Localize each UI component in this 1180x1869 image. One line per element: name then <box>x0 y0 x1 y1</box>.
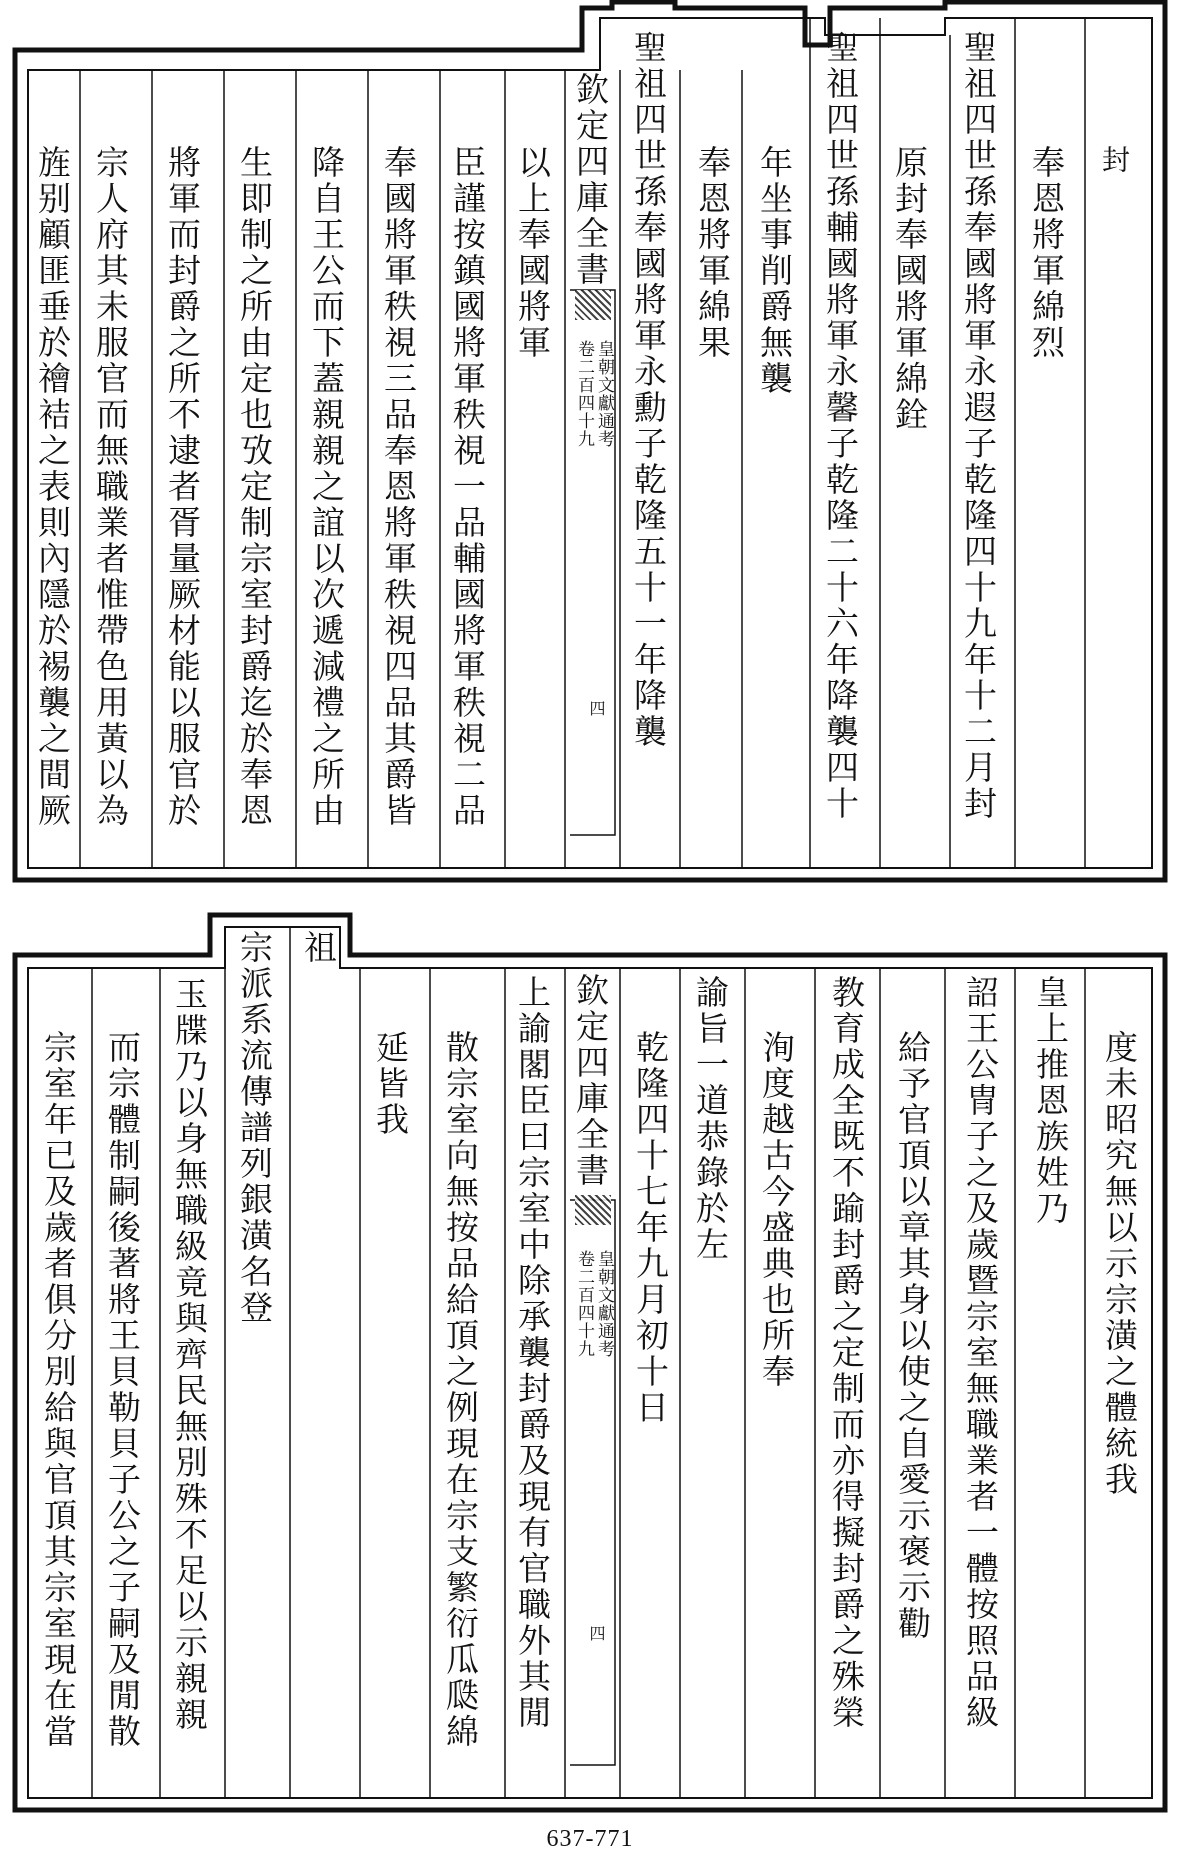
column-text: 將軍而封爵之所不逮者胥量厥材能以服官於 <box>163 145 202 829</box>
column-text: 臣謹按鎮國將軍秩視一品輔國將軍秩視二品 <box>448 145 487 829</box>
column-text: 宗派系流傳譜列銀潢名登 <box>235 930 274 1326</box>
column-text: 聖祖四世孫奉國將軍永遐子乾隆四十九年十二月封 <box>959 30 998 822</box>
column-text: 年坐事削爵無襲 <box>755 145 794 397</box>
column-text: 奉恩將軍綿果 <box>693 145 732 361</box>
column-text: 聖祖四世孫奉國將軍永勳子乾隆五十一年降襲 <box>629 30 668 750</box>
book-title: 欽定四庫全書 <box>571 72 610 288</box>
column-text: 旌别顧匪垂於禬袺之表則內隱於裼襲之間厥 <box>33 145 72 829</box>
column-text: 諭旨一道恭錄於左 <box>691 975 730 1263</box>
column-text: 宗人府其未服官而無職業者惟帶色用黃以為 <box>91 145 130 829</box>
seal-mark <box>575 290 611 320</box>
folio-number: 四 <box>587 700 606 716</box>
column-text: 聖祖四世孫輔國將軍永馨子乾隆二十六年降襲四十 <box>821 30 860 822</box>
column-text: 封 <box>1098 145 1131 176</box>
page-number: 637-771 <box>546 1826 634 1852</box>
bottom-page <box>0 905 1180 1820</box>
column-text: 詔王公冑子之及歲暨宗室無職業者一體按照品級 <box>961 975 1000 1731</box>
column-text: 洵度越古今盛典也所奉 <box>757 1030 796 1390</box>
column-text: 原封奉國將軍綿銓 <box>890 145 929 433</box>
column-text: 奉恩將軍綿烈 <box>1027 145 1066 361</box>
column-text: 降自王公而下蓋親親之誼以次遞減禮之所由 <box>307 145 346 829</box>
side-volume: 卷二百四十九 <box>574 340 594 448</box>
column-text: 祖 <box>299 930 338 966</box>
column-text: 教育成全既不踰封爵之定制而亦得擬封爵之殊榮 <box>827 975 866 1731</box>
side-note: 皇朝文獻通考 <box>594 1250 614 1358</box>
side-note: 皇朝文獻通考 <box>594 340 614 448</box>
column-text: 而宗體制嗣後著將王貝勒貝子公之子嗣及閒散 <box>103 1030 142 1750</box>
column-text: 以上奉國將軍 <box>513 145 552 361</box>
column-text: 延皆我 <box>371 1030 410 1138</box>
side-volume: 卷二百四十九 <box>574 1250 594 1358</box>
column-text: 生即制之所由定也攷定制宗室封爵迄於奉恩 <box>235 145 274 829</box>
book-title: 欽定四庫全書 <box>571 973 610 1189</box>
column-text: 奉國將軍秩視三品奉恩將軍秩視四品其爵皆 <box>379 145 418 829</box>
column-text: 玉牒乃以身無職級竟與齊民無別殊不足以示親親 <box>170 977 209 1733</box>
seal-mark <box>575 1195 611 1225</box>
column-text: 上諭閣臣曰宗室中除承襲封爵及現有官職外其閒 <box>513 975 552 1731</box>
column-text: 給予官頂以章其身以使之自愛示褒示勸 <box>893 1030 932 1642</box>
column-text: 宗室年已及歲者俱分別給與官頂其宗室現在當 <box>39 1030 78 1750</box>
top-page <box>0 0 1180 890</box>
column-text: 皇上推恩族姓乃 <box>1031 975 1070 1227</box>
column-text: 散宗室向無按品給頂之例現在宗支繁衍瓜瓞綿 <box>441 1030 480 1750</box>
column-text: 度未昭究無以示宗潢之體統我 <box>1100 1030 1139 1498</box>
folio-number: 四 <box>587 1625 606 1641</box>
column-text: 乾隆四十七年九月初十日 <box>631 1030 670 1426</box>
